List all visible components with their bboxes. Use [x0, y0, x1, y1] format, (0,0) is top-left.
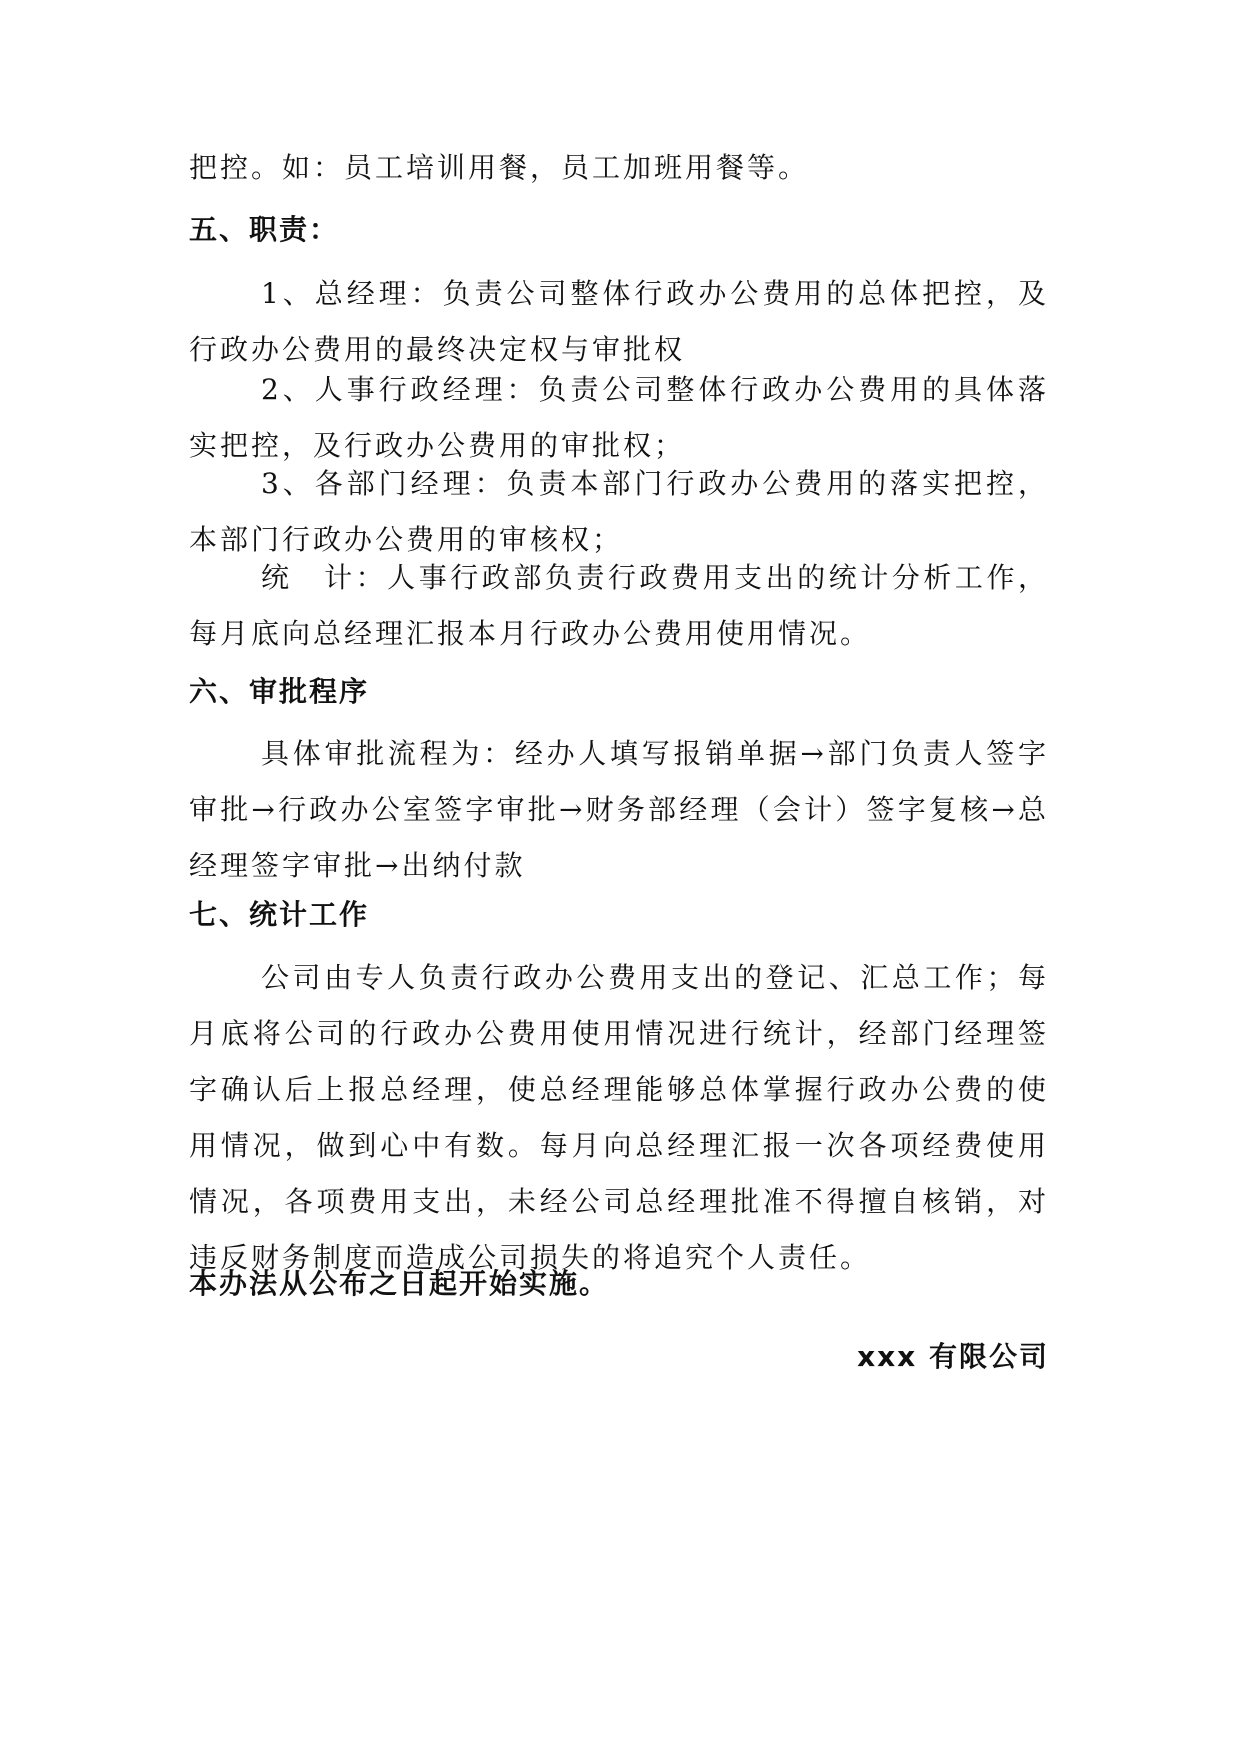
duty-item-hr-admin-manager: 2、人事行政经理：负责公司整体行政办公费用的具体落实把控，及行政办公费用的审批权；	[189, 373, 1049, 462]
section-5-heading: 五、职责：	[189, 213, 340, 246]
continuation-paragraph: 把控。如：员工培训用餐，员工加班用餐等。	[189, 151, 810, 184]
statistics-work-paragraph: 公司由专人负责行政办公费用支出的登记、汇总工作；每月底将公司的行政办公费用使用情况进行统计，经部门经理签字确认后上报总经理，使总经理能够总体掌握行政办公费的使用情况，做到心中有数。每月向总经理汇报一次各项经费使用情况，各项费用支出，未经公司总经理批准不得擅自核销，对违反财务制度而造成公司损失的将追究个人责任。	[189, 961, 1049, 1274]
duty-item-department-managers: 3、各部门经理：负责本部门行政办公费用的落实把控，本部门行政办公费用的审核权；	[189, 467, 1049, 556]
section-6-heading: 六、审批程序	[189, 675, 370, 708]
approval-process-paragraph: 具体审批流程为：经办人填写报销单据→部门负责人签字审批→行政办公室签字审批→财务部经理（会计）签字复核→总经理签字审批→出纳付款	[189, 737, 1049, 882]
duty-item-statistics: 统 计：人事行政部负责行政费用支出的统计分析工作，每月底向总经理汇报本月行政办公费用使用情况。	[189, 561, 1049, 650]
duty-item-general-manager: 1、总经理：负责公司整体行政办公费用的总体把控，及行政办公费用的最终决定权与审批权	[189, 277, 1049, 366]
section-7-heading: 七、统计工作	[189, 898, 370, 931]
company-signature: xxx 有限公司	[857, 1340, 1049, 1373]
effective-date-statement: 本办法从公布之日起开始实施。	[189, 1267, 610, 1300]
